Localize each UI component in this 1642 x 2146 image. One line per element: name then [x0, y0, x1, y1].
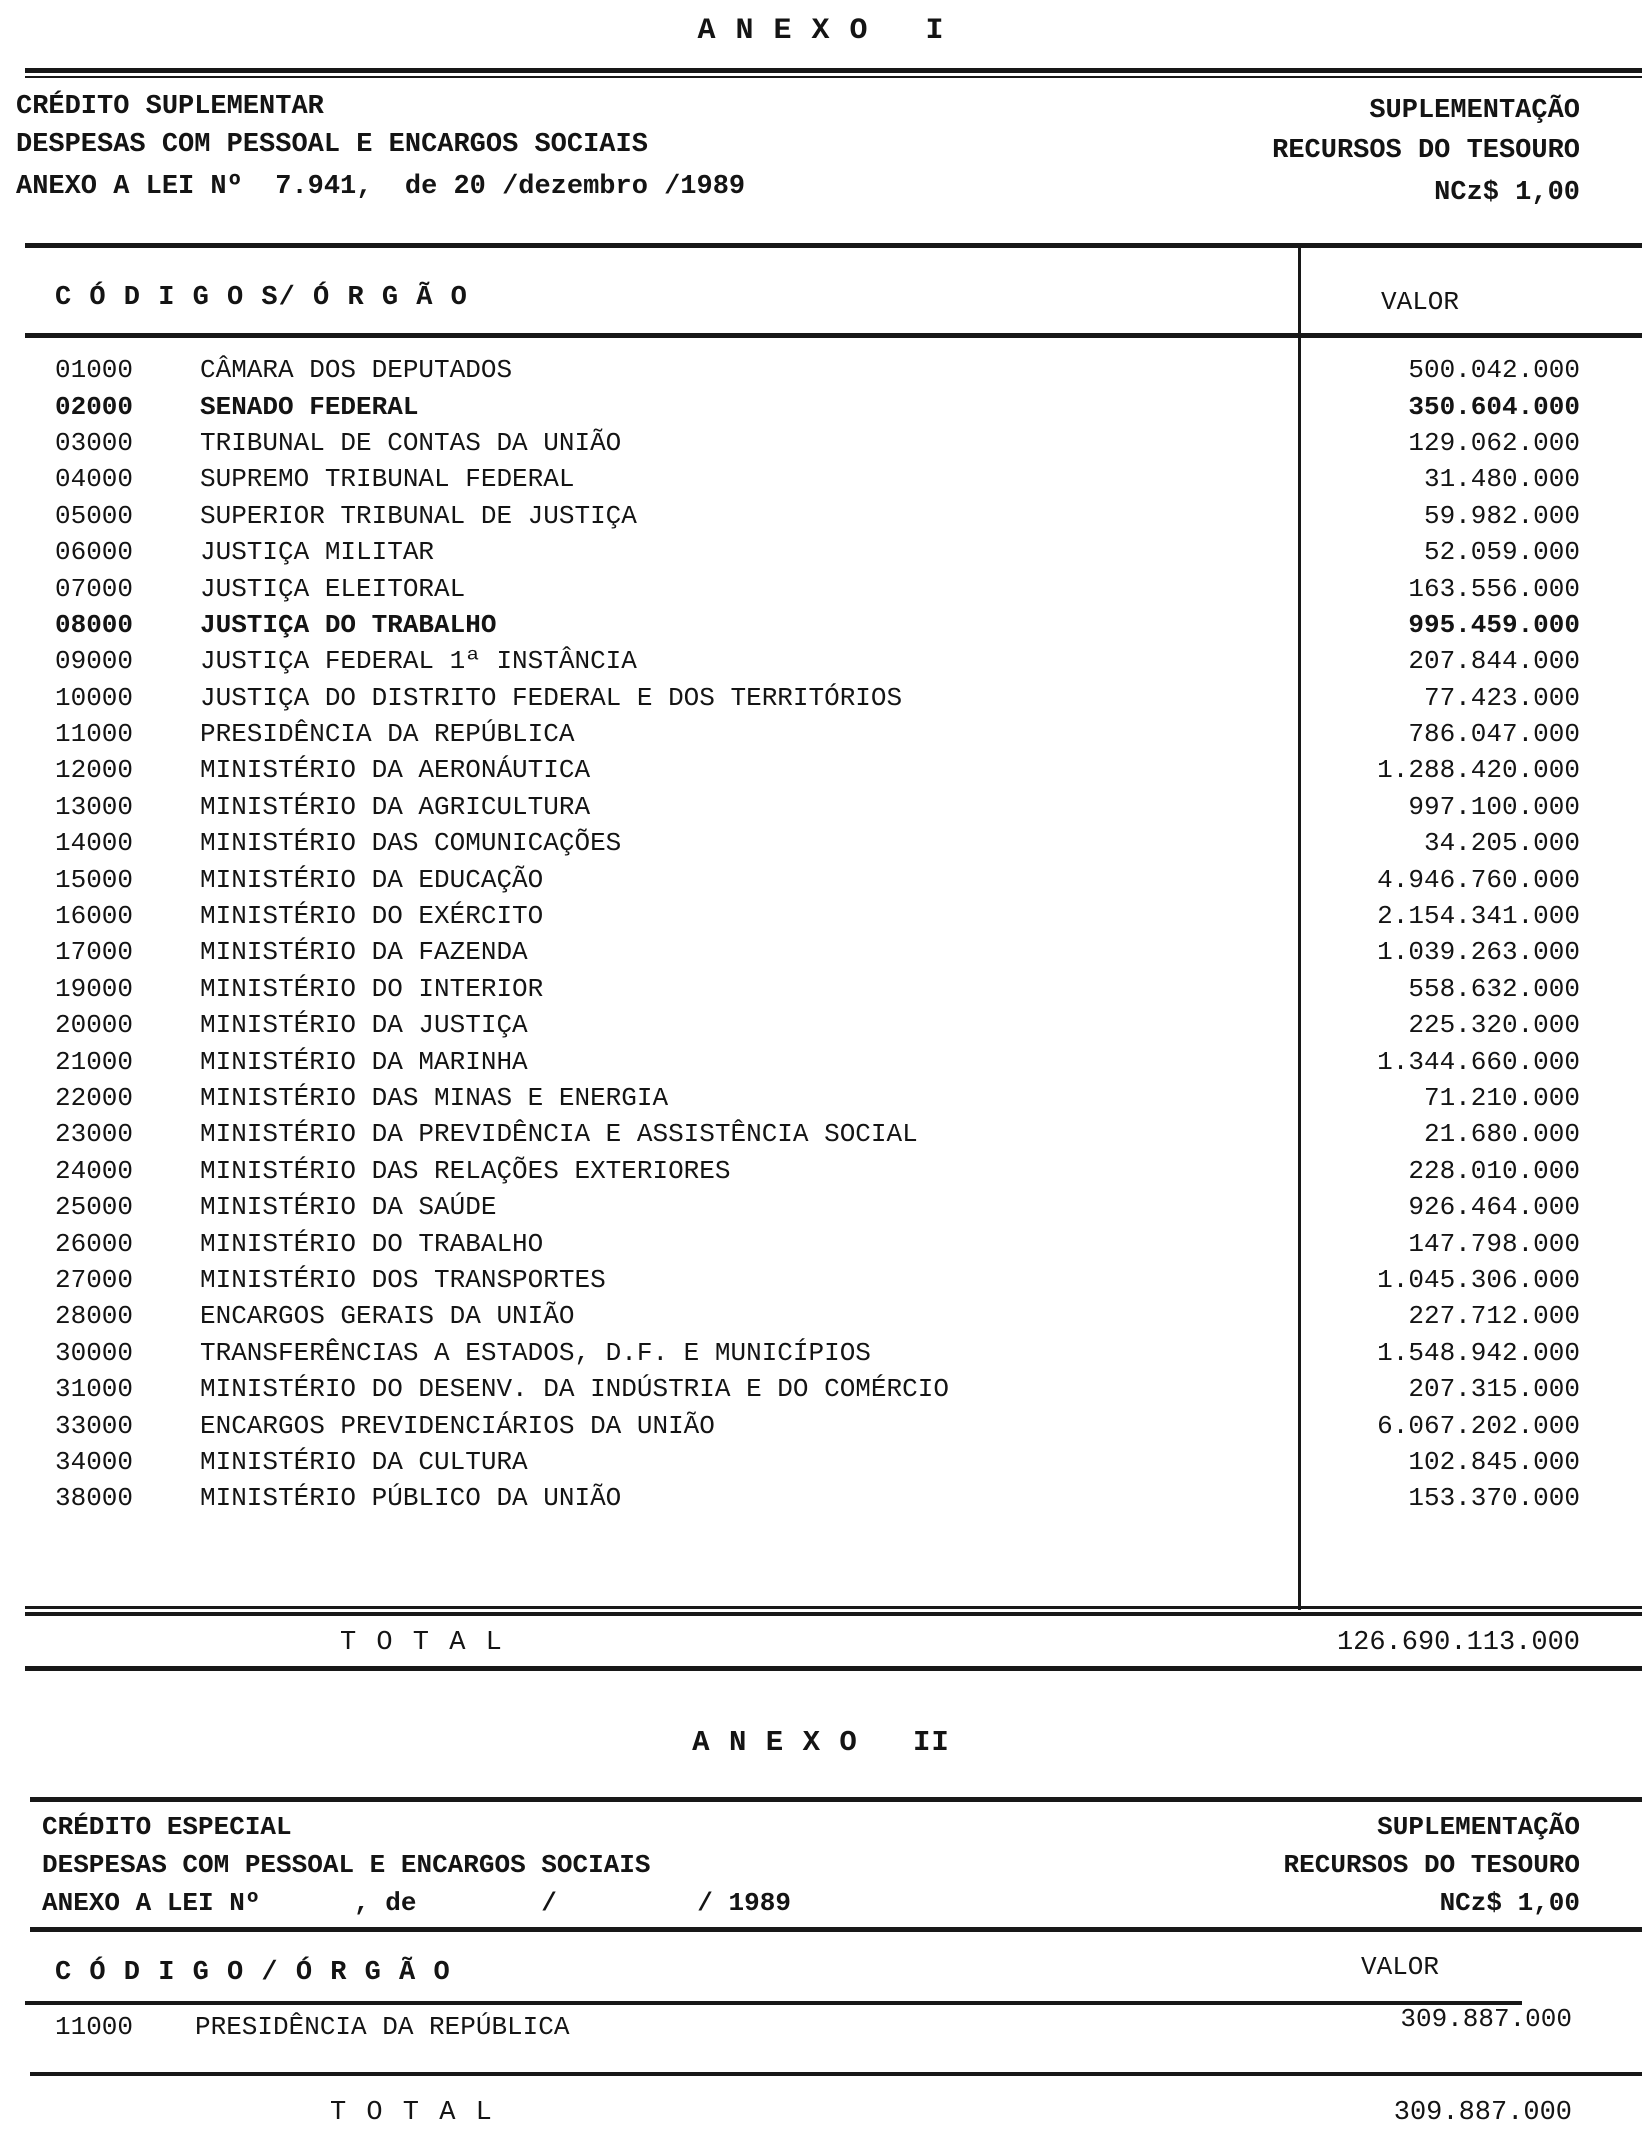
row-organ-name: MINISTÉRIO DA AERONÁUTICA: [200, 755, 591, 786]
row-value: 786.047.000: [1408, 719, 1580, 750]
anexo2-header-bottom-rule: [30, 1927, 1642, 1932]
column-header-rule: [25, 333, 1642, 338]
row-organ-name: PRESIDÊNCIA DA REPÚBLICA: [200, 719, 575, 750]
row-code: 08000: [55, 609, 134, 640]
row-value: 207.844.000: [1408, 646, 1580, 677]
row-code: 16000: [55, 901, 134, 932]
row-code: 38000: [55, 1483, 134, 1514]
row-organ-name: MINISTÉRIO DO EXÉRCITO: [200, 901, 544, 932]
anexo1-credit-type: CRÉDITO SUPLEMENTAR: [16, 92, 324, 122]
row-organ-name: MINISTÉRIO DA EDUCAÇÃO: [200, 864, 544, 895]
table-row: [0, 1116, 1642, 1152]
table-row: [0, 570, 1642, 606]
table-row: [0, 825, 1642, 861]
row-organ-name: CÂMARA DOS DEPUTADOS: [200, 355, 513, 386]
table-row: [0, 607, 1642, 643]
row-code: 17000: [55, 937, 134, 968]
row-organ-name: TRIBUNAL DE CONTAS DA UNIÃO: [200, 427, 622, 458]
table-row: [0, 1262, 1642, 1298]
row-organ-name: MINISTÉRIO DOS TRANSPORTES: [200, 1264, 606, 1295]
row-code: 11000: [55, 719, 134, 750]
table-row: [0, 1298, 1642, 1334]
total-top-rule-thick: [25, 1612, 1642, 1616]
row-code: 04000: [55, 464, 134, 495]
table-row: [0, 1371, 1642, 1407]
table-row: [0, 680, 1642, 716]
table-row: [0, 425, 1642, 461]
row-organ-name: MINISTÉRIO DAS RELAÇÕES EXTERIORES: [200, 1155, 731, 1186]
row-code: 34000: [55, 1446, 134, 1477]
anexo2-total-value: 309.887.000: [1393, 2098, 1572, 2128]
row-organ-name: MINISTÉRIO DA CULTURA: [200, 1446, 528, 1477]
table-row: [0, 789, 1642, 825]
anexo1-total-label: T O T A L: [340, 1628, 504, 1658]
table-row: [0, 1480, 1642, 1516]
row-organ-name: SUPREMO TRIBUNAL FEDERAL: [200, 464, 575, 495]
anexo1-rows: [0, 352, 1642, 1517]
table-row: [0, 1189, 1642, 1225]
row-organ-name: SUPERIOR TRIBUNAL DE JUSTIÇA: [200, 500, 637, 531]
table-row: [0, 534, 1642, 570]
anexo1-currency-unit: NCz$ 1,00: [1434, 178, 1580, 208]
row-code: 10000: [55, 682, 134, 713]
row-organ-name: MINISTÉRIO DA SAÚDE: [200, 1192, 497, 1223]
row-value: 71.210.000: [1423, 1083, 1580, 1113]
row-code: 14000: [55, 828, 134, 859]
row-value: 102.845.000: [1408, 1446, 1580, 1477]
anexo2-column-header-rule: [25, 2001, 1522, 2005]
row-code: 31000: [55, 1374, 134, 1405]
row-organ-name: MINISTÉRIO DAS COMUNICAÇÕES: [200, 828, 622, 859]
row-value: 228.010.000: [1408, 1155, 1580, 1186]
anexo2-recursos-label: RECURSOS DO TESOURO: [1283, 1850, 1580, 1880]
row-value: 995.459.000: [1408, 609, 1580, 640]
anexo1-total-value: 126.690.113.000: [1336, 1628, 1580, 1658]
row-value: 207.315.000: [1408, 1374, 1580, 1405]
table-row: [0, 1225, 1642, 1261]
row-code: 25000: [55, 1192, 134, 1223]
row-code: 21000: [55, 1046, 134, 1077]
table-row: [0, 1444, 1642, 1480]
row-code: 30000: [55, 1337, 134, 1368]
row-value: 77.423.000: [1423, 682, 1580, 713]
anexo1-expense-type: DESPESAS COM PESSOAL E ENCARGOS SOCIAIS: [16, 130, 648, 160]
anexo1-codes-column-header: C Ó D I G O S/ Ó R G Ã O: [55, 283, 468, 313]
row-organ-name: JUSTIÇA MILITAR: [200, 537, 435, 568]
row-value: 997.100.000: [1408, 791, 1580, 822]
row-value: 31.480.000: [1423, 464, 1580, 495]
row-value: 1.045.306.000: [1377, 1264, 1580, 1295]
row-organ-name: MINISTÉRIO DO INTERIOR: [200, 973, 544, 1004]
row-value: 4.946.760.000: [1377, 864, 1580, 895]
row-value: 147.798.000: [1408, 1228, 1580, 1259]
row-organ-name: JUSTIÇA ELEITORAL: [200, 573, 466, 604]
row-organ-name: JUSTIÇA FEDERAL 1ª INSTÂNCIA: [200, 646, 637, 677]
anexo2-total-top-rule: [30, 2072, 1642, 2076]
row-value: 2.154.341.000: [1377, 901, 1580, 932]
row-organ-name: MINISTÉRIO DA AGRICULTURA: [200, 791, 591, 822]
row-code: 24000: [55, 1155, 134, 1186]
table-row: [0, 898, 1642, 934]
table-row: [0, 934, 1642, 970]
anexo1-law-line: ANEXO A LEI Nº 7.941, de 20 /dezembro /1989: [16, 172, 746, 202]
row-value: 1.288.420.000: [1377, 755, 1580, 786]
anexo2-expense-type: DESPESAS COM PESSOAL E ENCARGOS SOCIAIS: [42, 1850, 651, 1880]
row-value: 225.320.000: [1408, 1010, 1580, 1041]
table-row: [0, 352, 1642, 388]
table-row: [0, 1007, 1642, 1043]
anexo2-valor-column-header: VALOR: [1360, 1952, 1439, 1982]
row-value: 926.464.000: [1408, 1192, 1580, 1223]
row-code: 20000: [55, 1010, 134, 1041]
row-value: 1.548.942.000: [1377, 1337, 1580, 1368]
row-code: 07000: [55, 573, 134, 604]
row-code: 09000: [55, 646, 134, 677]
row-code: 15000: [55, 864, 134, 895]
anexo2-currency-unit: NCz$ 1,00: [1439, 1888, 1580, 1918]
row-code: 05000: [55, 500, 134, 531]
anexo2-row-organ-name: PRESIDÊNCIA DA REPÚBLICA: [195, 2012, 570, 2042]
row-value: 34.205.000: [1423, 828, 1580, 859]
row-code: 03000: [55, 427, 134, 458]
row-organ-name: MINISTÉRIO DO DESENV. DA INDÚSTRIA E DO COMÉRCIO: [200, 1374, 949, 1405]
anexo2-credit-type: CRÉDITO ESPECIAL: [42, 1812, 292, 1842]
row-value: 153.370.000: [1408, 1483, 1580, 1514]
anexo2-suplementacao-label: SUPLEMENTAÇÃO: [1377, 1812, 1580, 1842]
top-rule-thick: [25, 68, 1642, 73]
row-value: 6.067.202.000: [1377, 1410, 1580, 1441]
table-row: [0, 1043, 1642, 1079]
anexo2-title: A N E X O II: [692, 1726, 950, 1759]
row-organ-name: MINISTÉRIO PÚBLICO DA UNIÃO: [200, 1483, 622, 1514]
row-code: 19000: [55, 973, 134, 1004]
row-code: 28000: [55, 1301, 134, 1332]
row-value: 129.062.000: [1408, 427, 1580, 458]
table-row: [0, 1407, 1642, 1443]
row-organ-name: MINISTÉRIO DA JUSTIÇA: [200, 1010, 528, 1041]
row-code: 06000: [55, 537, 134, 568]
row-organ-name: ENCARGOS PREVIDENCIÁRIOS DA UNIÃO: [200, 1410, 715, 1441]
row-organ-name: JUSTIÇA DO TRABALHO: [200, 609, 497, 640]
row-code: 01000: [55, 355, 134, 386]
row-value: 227.712.000: [1408, 1301, 1580, 1332]
anexo2-top-rule: [30, 1797, 1642, 1802]
anexo1-bottom-rule: [25, 1666, 1642, 1671]
anexo1-title: A N E X O I: [697, 14, 945, 48]
total-top-rule-thin: [25, 1606, 1642, 1609]
row-value: 1.039.263.000: [1377, 937, 1580, 968]
row-organ-name: ENCARGOS GERAIS DA UNIÃO: [200, 1301, 575, 1332]
row-value: 500.042.000: [1408, 355, 1580, 386]
table-row: [0, 498, 1642, 534]
anexo1-suplementacao-label: SUPLEMENTAÇÃO: [1369, 96, 1580, 126]
anexo1-recursos-label: RECURSOS DO TESOURO: [1272, 136, 1580, 166]
row-code: 26000: [55, 1228, 134, 1259]
row-organ-name: MINISTÉRIO DA PREVIDÊNCIA E ASSISTÊNCIA SOCIAL: [200, 1119, 918, 1150]
table-row: [0, 461, 1642, 497]
row-code: 33000: [55, 1410, 134, 1441]
row-organ-name: MINISTÉRIO DA FAZENDA: [200, 937, 528, 968]
row-organ-name: MINISTÉRIO DAS MINAS E ENERGIA: [200, 1083, 669, 1113]
row-value: 52.059.000: [1423, 537, 1580, 568]
row-organ-name: JUSTIÇA DO DISTRITO FEDERAL E DOS TERRITÓRIOS: [200, 682, 903, 713]
row-organ-name: MINISTÉRIO DO TRABALHO: [200, 1228, 544, 1259]
anexo2-total-label: T O T A L: [330, 2098, 494, 2128]
row-value: 59.982.000: [1423, 500, 1580, 531]
row-organ-name: TRANSFERÊNCIAS A ESTADOS, D.F. E MUNICÍPIOS: [200, 1337, 871, 1368]
anexo2-codes-column-header: C Ó D I G O / Ó R G Ã O: [55, 1958, 451, 1988]
table-row: [0, 716, 1642, 752]
row-value: 350.604.000: [1408, 391, 1580, 422]
row-code: 02000: [55, 391, 134, 422]
row-code: 23000: [55, 1119, 134, 1150]
row-code: 13000: [55, 791, 134, 822]
table-row: [0, 388, 1642, 424]
row-value: 1.344.660.000: [1377, 1046, 1580, 1077]
table-row: [0, 1080, 1642, 1116]
row-value: 21.680.000: [1423, 1119, 1580, 1150]
row-code: 27000: [55, 1264, 134, 1295]
anexo2-row-value: 309.887.000: [1400, 2004, 1572, 2034]
table-row: [0, 643, 1642, 679]
table-row: [0, 1153, 1642, 1189]
table-row: [0, 752, 1642, 788]
table-row: [0, 971, 1642, 1007]
row-code: 22000: [55, 1083, 134, 1113]
top-rule-thin: [25, 76, 1642, 78]
anexo1-valor-column-header: VALOR: [1380, 287, 1459, 317]
table-row: [0, 1335, 1642, 1371]
row-value: 163.556.000: [1408, 573, 1580, 604]
row-value: 558.632.000: [1408, 973, 1580, 1004]
row-organ-name: SENADO FEDERAL: [200, 391, 419, 422]
header-bottom-rule: [25, 243, 1642, 248]
table-row: [0, 861, 1642, 897]
row-code: 12000: [55, 755, 134, 786]
anexo2-row-code: 11000: [55, 2012, 134, 2042]
anexo2-law-line: ANEXO A LEI Nº , de / / 1989: [42, 1888, 791, 1918]
row-organ-name: MINISTÉRIO DA MARINHA: [200, 1046, 528, 1077]
